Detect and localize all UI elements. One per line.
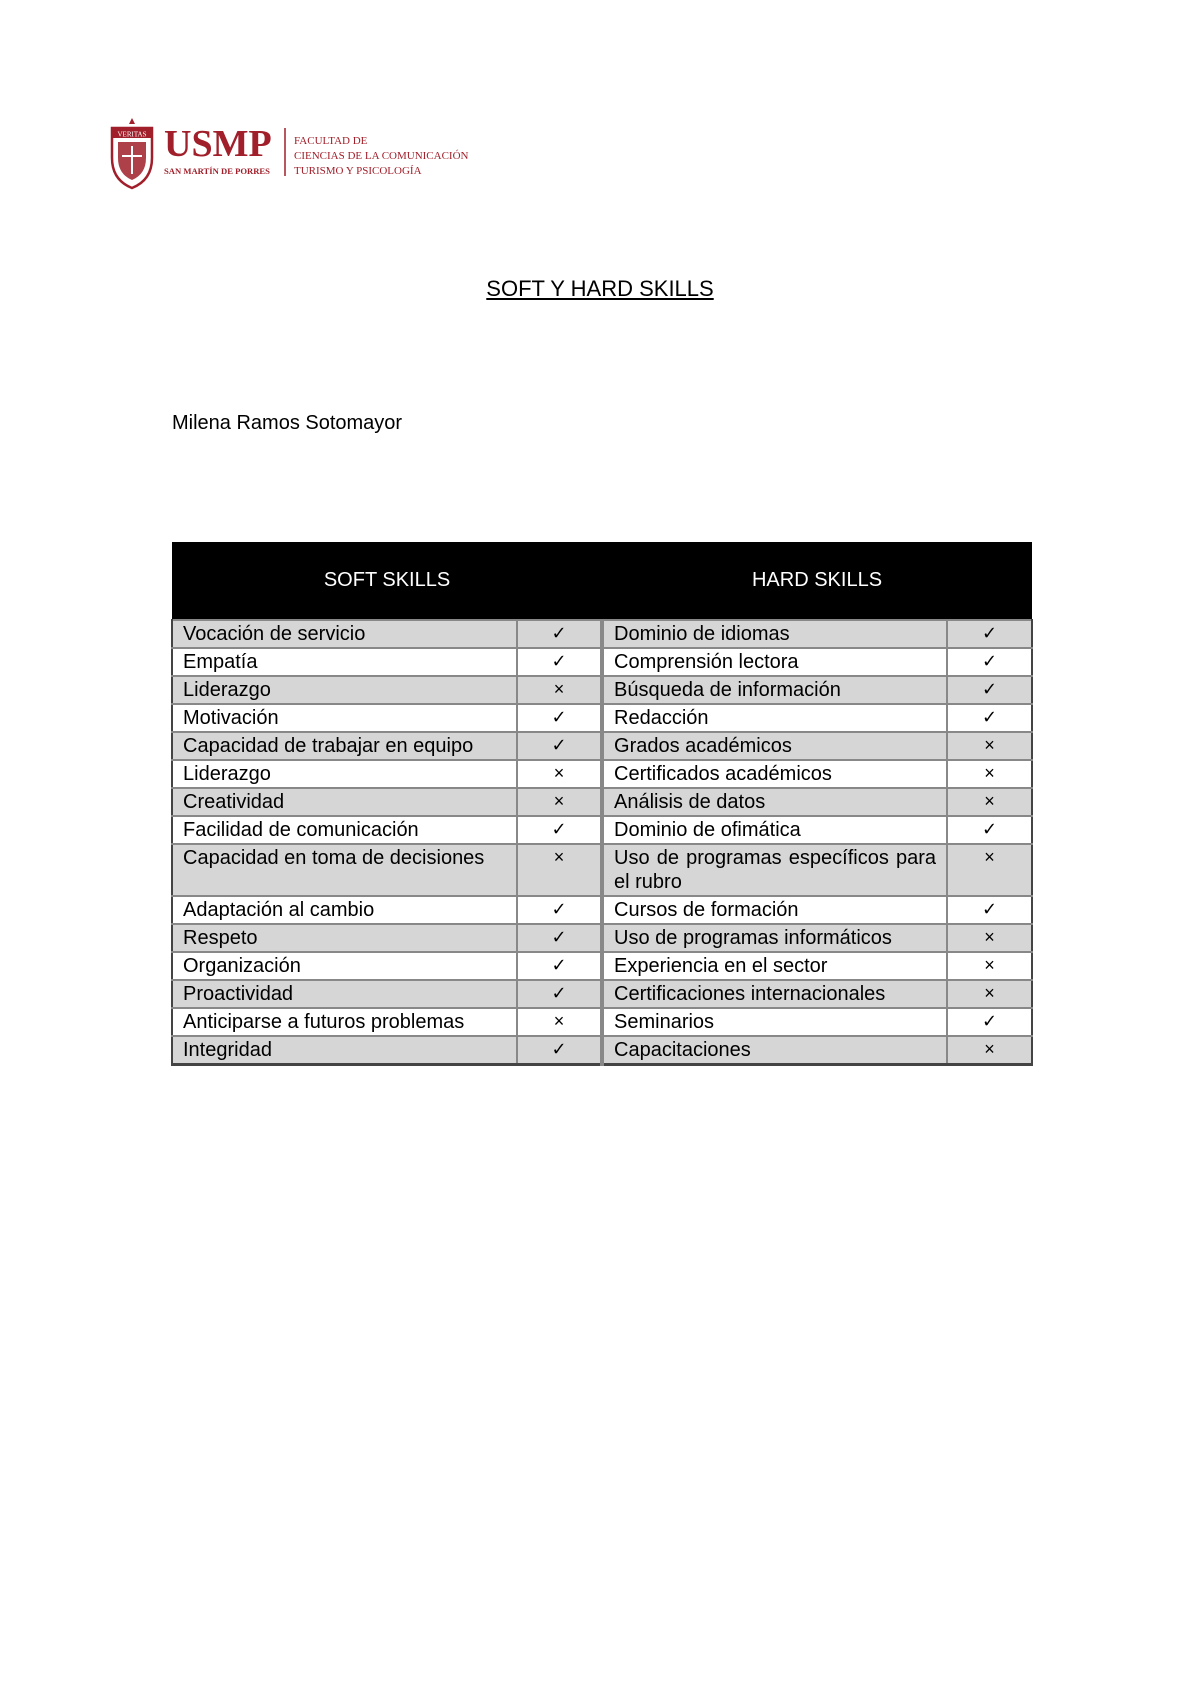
hard-skill-name: Dominio de idiomas: [602, 620, 947, 648]
table-row: [172, 896, 1032, 924]
soft-skill-mark: ✓: [517, 896, 602, 924]
table-row: [172, 620, 1032, 648]
soft-skill-mark: ✓: [517, 620, 602, 648]
hard-skill-mark: ✓: [947, 816, 1032, 844]
soft-skill-mark: ✓: [517, 952, 602, 980]
svg-text:USMP: USMP: [164, 123, 272, 165]
skills-table: [171, 542, 1033, 1066]
soft-skill-mark: ×: [517, 760, 602, 788]
soft-skill-mark: ✓: [517, 704, 602, 732]
hard-skill-name: Experiencia en el sector: [602, 952, 947, 980]
table-row: [172, 816, 1032, 844]
soft-skill-mark: ×: [517, 844, 602, 896]
svg-text:TURISMO Y PSICOLOGÍA: TURISMO Y PSICOLOGÍA: [294, 165, 422, 177]
hard-skill-mark: ×: [947, 1036, 1032, 1065]
table-header-row: [172, 542, 1032, 620]
hard-skill-name: Certificaciones internacionales: [602, 980, 947, 1008]
soft-skill-name: Anticiparse a futuros problemas: [172, 1008, 517, 1036]
hard-skill-mark: ✓: [947, 1008, 1032, 1036]
table-row: [172, 1008, 1032, 1036]
soft-skill-name: Integridad: [172, 1036, 517, 1065]
hard-skill-name: Uso de programas específicos para el rubro: [602, 844, 947, 896]
soft-skill-mark: ✓: [517, 816, 602, 844]
hard-skill-mark: ×: [947, 924, 1032, 952]
soft-skill-mark: ✓: [517, 732, 602, 760]
soft-skill-name: Adaptación al cambio: [172, 896, 517, 924]
soft-skill-mark: ×: [517, 1008, 602, 1036]
table-row: [172, 844, 1032, 896]
svg-text:SAN MARTÍN DE PORRES: SAN MARTÍN DE PORRES: [164, 166, 270, 176]
hard-skill-mark: ×: [947, 732, 1032, 760]
soft-skill-name: Capacidad de trabajar en equipo: [172, 732, 517, 760]
hard-skills-header: HARD SKILLS: [602, 542, 1032, 620]
document-title: SOFT Y HARD SKILLS: [486, 276, 714, 301]
author-name: Milena Ramos Sotomayor: [172, 412, 403, 434]
soft-skill-name: Proactividad: [172, 980, 517, 1008]
table-row: [172, 648, 1032, 676]
skills-table-body: [172, 620, 1032, 1065]
hard-skill-name: Análisis de datos: [602, 788, 947, 816]
hard-skill-mark: ×: [947, 980, 1032, 1008]
hard-skill-mark: ✓: [947, 676, 1032, 704]
table-row: [172, 1036, 1032, 1065]
hard-skill-mark: ✓: [947, 704, 1032, 732]
svg-text:VERITAS: VERITAS: [117, 130, 147, 139]
soft-skill-name: Facilidad de comunicación: [172, 816, 517, 844]
table-row: [172, 952, 1032, 980]
hard-skill-name: Capacitaciones: [602, 1036, 947, 1065]
table-row: [172, 760, 1032, 788]
hard-skill-name: Redacción: [602, 704, 947, 732]
hard-skill-mark: ×: [947, 788, 1032, 816]
hard-skill-name: Búsqueda de información: [602, 676, 947, 704]
svg-text:CIENCIAS DE LA COMUNICACIÓN: CIENCIAS DE LA COMUNICACIÓN: [294, 150, 469, 162]
hard-skill-mark: ✓: [947, 620, 1032, 648]
hard-skill-name: Comprensión lectora: [602, 648, 947, 676]
hard-skill-name: Seminarios: [602, 1008, 947, 1036]
svg-text:FACULTAD DE: FACULTAD DE: [294, 135, 368, 147]
hard-skill-mark: ✓: [947, 896, 1032, 924]
soft-skill-name: Liderazgo: [172, 676, 517, 704]
soft-skill-mark: ✓: [517, 924, 602, 952]
table-row: [172, 732, 1032, 760]
hard-skill-mark: ×: [947, 760, 1032, 788]
soft-skill-name: Vocación de servicio: [172, 620, 517, 648]
soft-skill-name: Respeto: [172, 924, 517, 952]
hard-skill-name: Dominio de ofimática: [602, 816, 947, 844]
hard-skill-name: Uso de programas informáticos: [602, 924, 947, 952]
hard-skill-mark: ×: [947, 952, 1032, 980]
soft-skill-mark: ✓: [517, 648, 602, 676]
hard-skill-mark: ✓: [947, 648, 1032, 676]
soft-skill-name: Organización: [172, 952, 517, 980]
soft-skill-mark: ×: [517, 676, 602, 704]
usmp-crest-icon: [108, 118, 483, 190]
soft-skill-mark: ✓: [517, 980, 602, 1008]
soft-skill-name: Empatía: [172, 648, 517, 676]
hard-skill-name: Cursos de formación: [602, 896, 947, 924]
usmp-logo: [108, 118, 483, 190]
table-row: [172, 924, 1032, 952]
soft-skill-name: Capacidad en toma de decisiones: [172, 844, 517, 896]
table-row: [172, 980, 1032, 1008]
soft-skill-name: Creatividad: [172, 788, 517, 816]
soft-skills-header: SOFT SKILLS: [172, 542, 602, 620]
hard-skill-mark: ×: [947, 844, 1032, 896]
table-row: [172, 788, 1032, 816]
soft-skill-name: Motivación: [172, 704, 517, 732]
soft-skill-mark: ✓: [517, 1036, 602, 1065]
hard-skill-name: Certificados académicos: [602, 760, 947, 788]
table-row: [172, 676, 1032, 704]
hard-skill-name: Grados académicos: [602, 732, 947, 760]
table-row: [172, 704, 1032, 732]
soft-skill-mark: ×: [517, 788, 602, 816]
soft-skill-name: Liderazgo: [172, 760, 517, 788]
